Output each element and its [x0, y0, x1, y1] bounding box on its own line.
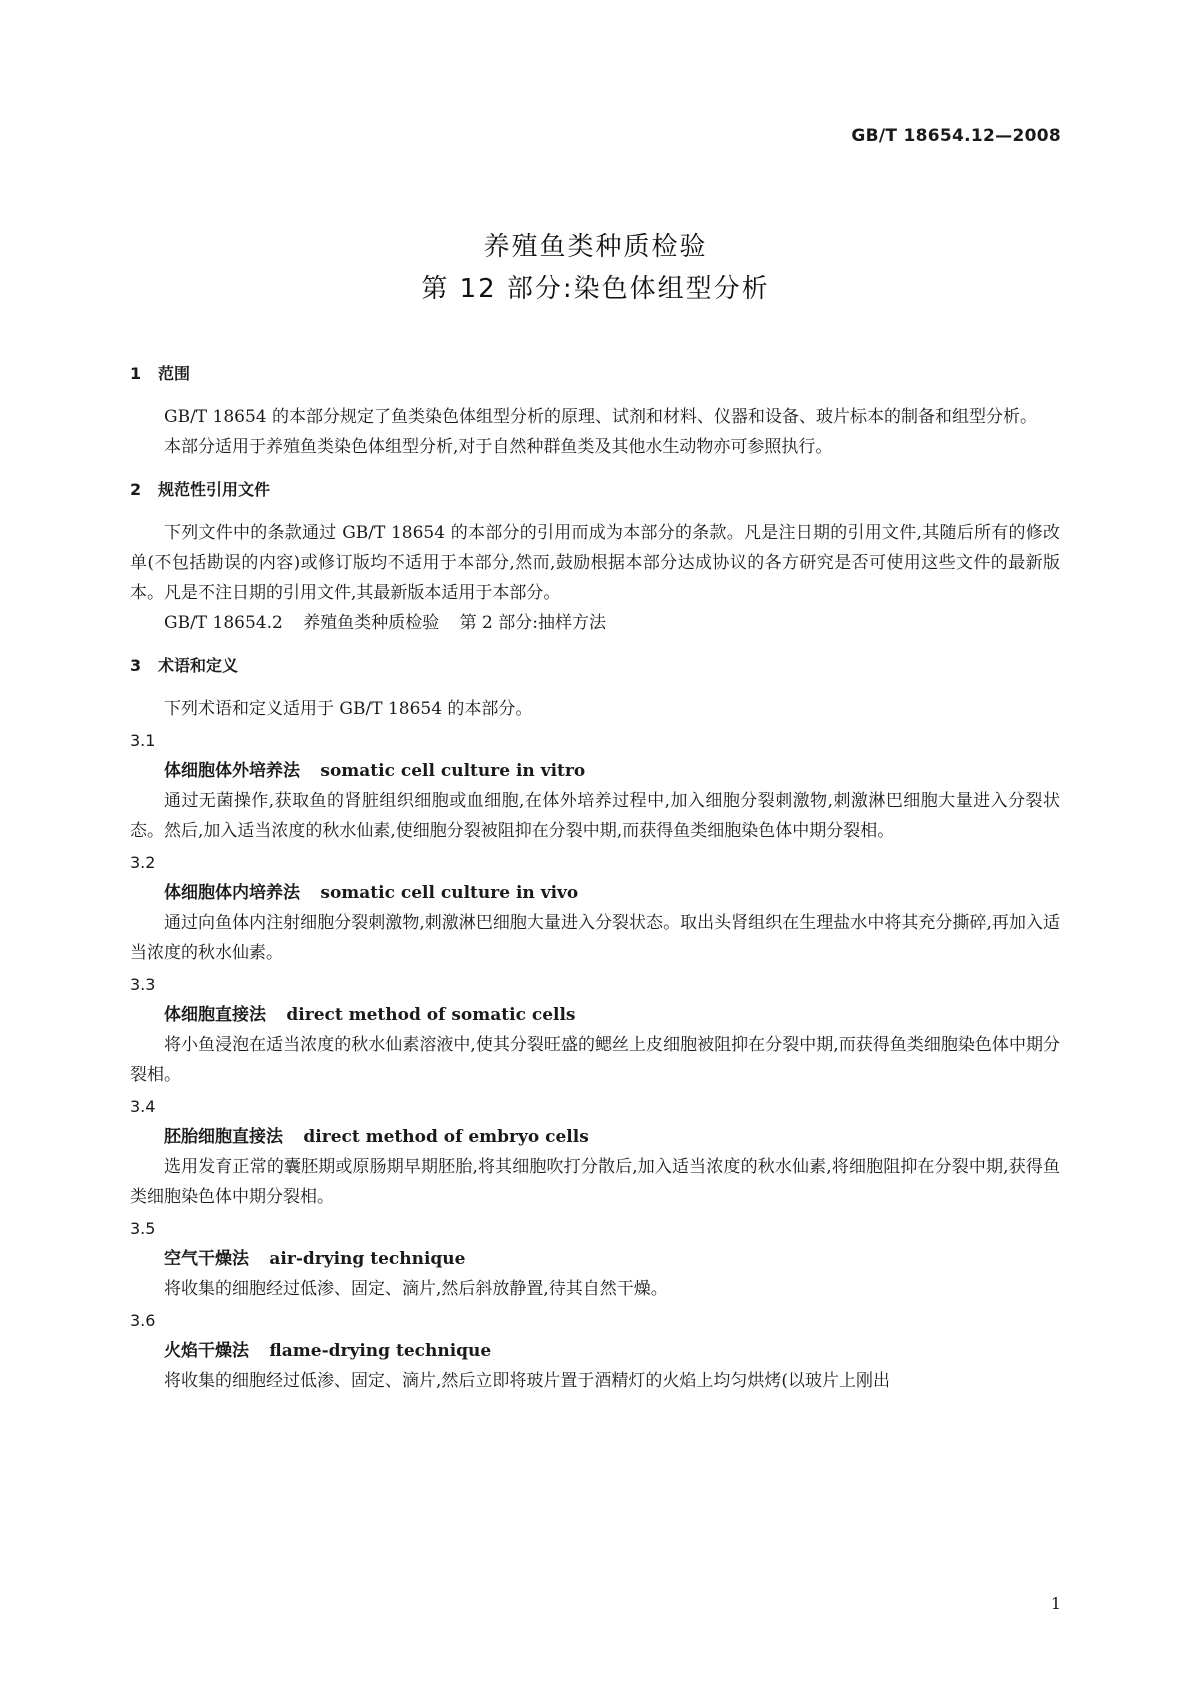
term-en: air-drying technique	[269, 1249, 466, 1269]
title-line-2: 第 12 部分:染色体组型分析	[421, 274, 770, 304]
section-number: 1	[130, 364, 142, 383]
section-number: 2	[130, 480, 142, 499]
reference-part: 第 2 部分:抽样方法	[459, 613, 606, 633]
term-number: 3.6	[130, 1311, 156, 1330]
standard-code: GB/T 18654.12—2008	[851, 126, 1061, 146]
term-number: 3.4	[130, 1097, 156, 1116]
term-definition: 将收集的细胞经过低渗、固定、滴片,然后斜放静置,待其自然干燥。	[164, 1279, 668, 1299]
reference-code: GB/T 18654.2	[164, 613, 283, 633]
term-en: flame-drying technique	[269, 1341, 492, 1361]
document-body	[130, 360, 1060, 1396]
term-en: direct method of embryo cells	[303, 1127, 589, 1147]
term-definition: 将收集的细胞经过低渗、固定、滴片,然后立即将玻片置于酒精灯的火焰上均匀烘烤(以玻片上刚出	[164, 1371, 891, 1391]
section-heading-normative-references	[130, 476, 1060, 504]
term-zh: 胚胎细胞直接法	[164, 1127, 283, 1147]
term-number: 3.3	[130, 975, 156, 994]
section-title: 术语和定义	[158, 656, 239, 675]
section-number: 3	[130, 656, 142, 675]
paragraph: 下列文件中的条款通过 GB/T 18654 的本部分的引用而成为本部分的条款。凡是注日期的引用文件,其随后所有的修改单(不包括勘误的内容)或修订版均不适用于本部分,然而,鼓励根据本部分达成协议的各方研究是否可使用这些文件的最新版本。凡是不注日期的引用文件,其最新版本适用于本部分。	[130, 523, 1060, 603]
term-number: 3.1	[130, 731, 156, 750]
term-definition: 选用发育正常的囊胚期或原肠期早期胚胎,将其细胞吹打分散后,加入适当浓度的秋水仙素,将细胞阻抑在分裂中期,获得鱼类细胞染色体中期分裂相。	[130, 1157, 1060, 1207]
title-line-1: 养殖鱼类种质检验	[483, 232, 708, 262]
term-zh: 空气干燥法	[164, 1249, 249, 1269]
term-zh: 体细胞直接法	[164, 1005, 266, 1025]
term-title	[130, 1244, 1060, 1274]
term-title	[130, 1000, 1060, 1030]
paragraph: 本部分适用于养殖鱼类染色体组型分析,对于自然种群鱼类及其他水生动物亦可参照执行。	[164, 437, 833, 457]
term-title	[130, 878, 1060, 908]
section-title: 范围	[158, 364, 191, 383]
section-title: 规范性引用文件	[158, 480, 271, 499]
term-title	[130, 1336, 1060, 1366]
document-title	[0, 226, 1191, 310]
term-zh: 体细胞体内培养法	[164, 883, 300, 903]
term-zh: 体细胞体外培养法	[164, 761, 300, 781]
term-title	[130, 756, 1060, 786]
term-definition: 通过无菌操作,获取鱼的肾脏组织细胞或血细胞,在体外培养过程中,加入细胞分裂刺激物,刺激淋巴细胞大量进入分裂状态。然后,加入适当浓度的秋水仙素,使细胞分裂被阻抑在分裂中期,而获得鱼类细胞染色体中期分裂相。	[130, 791, 1060, 841]
reference-entry	[130, 608, 1060, 638]
term-title	[130, 1122, 1060, 1152]
term-definition: 通过向鱼体内注射细胞分裂刺激物,刺激淋巴细胞大量进入分裂状态。取出头肾组织在生理盐水中将其充分撕碎,再加入适当浓度的秋水仙素。	[130, 913, 1060, 963]
term-en: somatic cell culture in vitro	[320, 761, 586, 781]
section-heading-terms-and-definitions	[130, 652, 1060, 680]
term-zh: 火焰干燥法	[164, 1341, 249, 1361]
paragraph: 下列术语和定义适用于 GB/T 18654 的本部分。	[164, 699, 533, 719]
reference-title: 养殖鱼类种质检验	[303, 613, 440, 633]
page-number: 1	[1050, 1594, 1061, 1613]
term-en: somatic cell culture in vivo	[320, 883, 579, 903]
term-en: direct method of somatic cells	[286, 1005, 576, 1025]
term-definition: 将小鱼浸泡在适当浓度的秋水仙素溶液中,使其分裂旺盛的鳃丝上皮细胞被阻抑在分裂中期,而获得鱼类细胞染色体中期分裂相。	[130, 1035, 1060, 1085]
term-number: 3.2	[130, 853, 156, 872]
paragraph: GB/T 18654 的本部分规定了鱼类染色体组型分析的原理、试剂和材料、仪器和设备、玻片标本的制备和组型分析。	[164, 407, 1038, 427]
section-heading-scope	[130, 360, 1060, 388]
term-number: 3.5	[130, 1219, 156, 1238]
